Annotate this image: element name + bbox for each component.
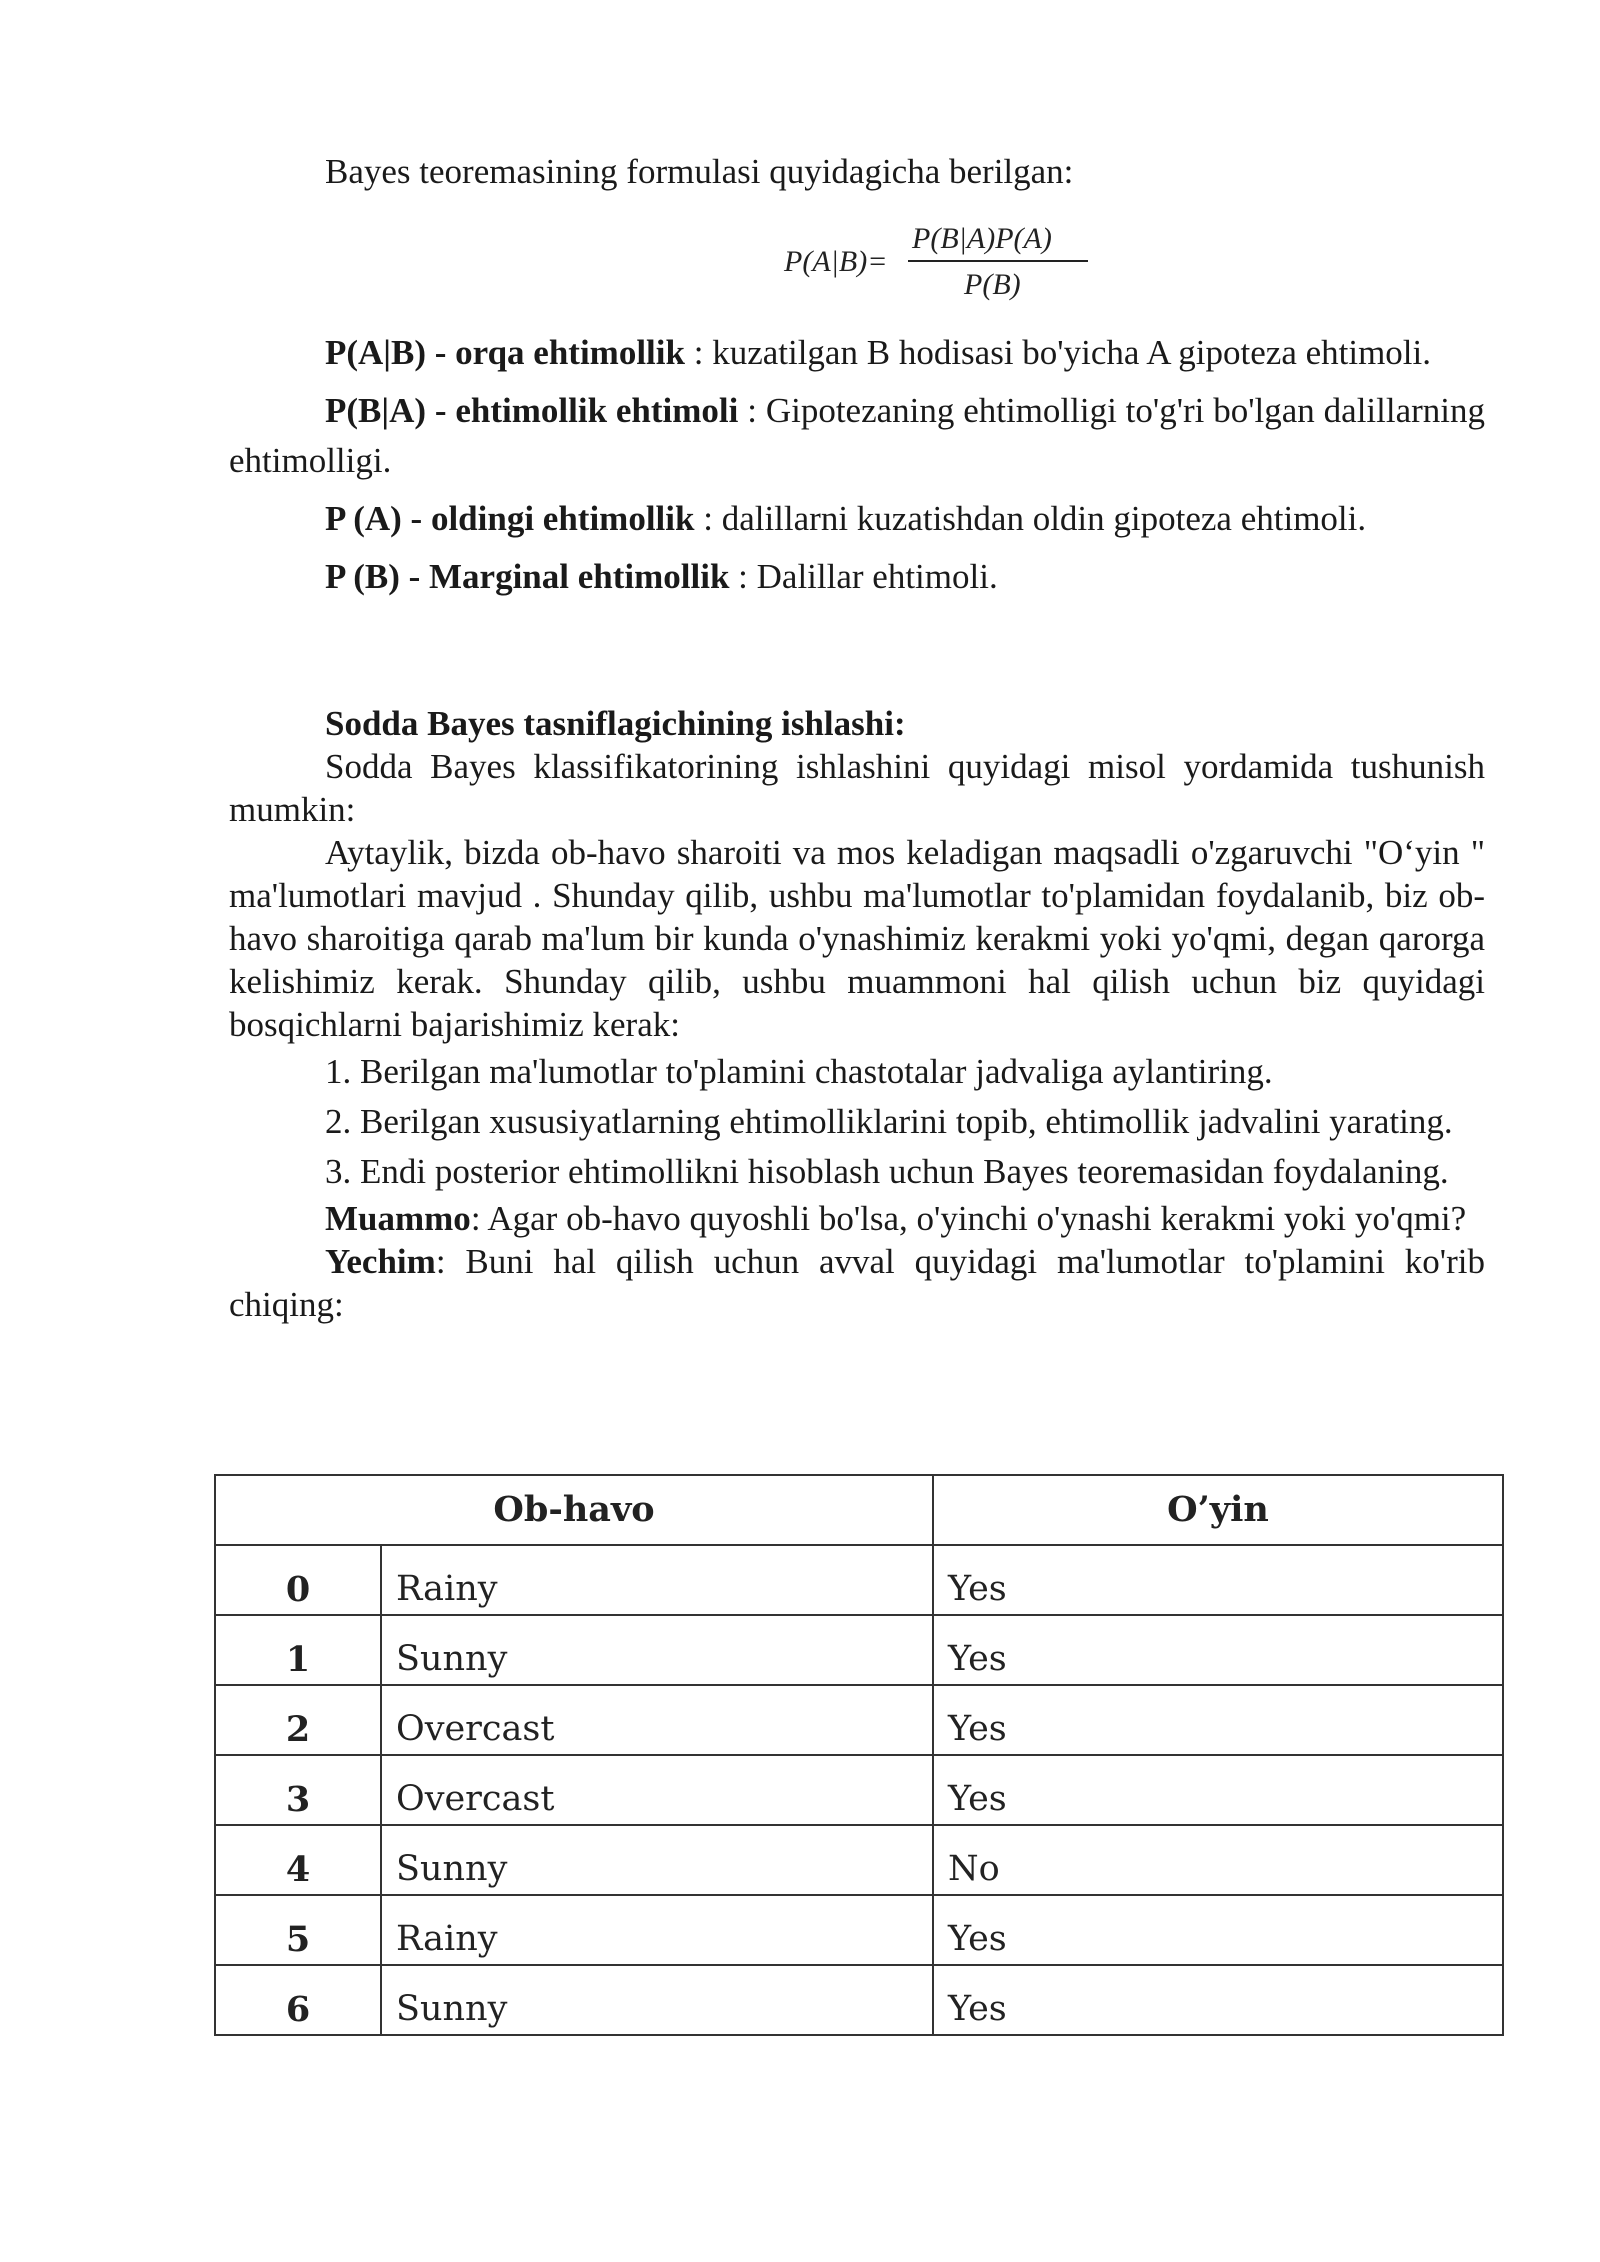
definition-text: : Gipotezaning ehtimolligi to'g'ri bo'lgan dalillarning ehtimolligi. bbox=[229, 391, 1486, 480]
definition-prior bbox=[229, 494, 1485, 544]
definition-posterior bbox=[229, 328, 1485, 378]
weather-cell: Sunny bbox=[381, 1615, 933, 1685]
weather-cell: Rainy bbox=[381, 1895, 933, 1965]
weather-cell: Sunny bbox=[381, 1965, 933, 2035]
definition-marginal bbox=[229, 552, 1485, 602]
play-cell: Yes bbox=[933, 1615, 1503, 1685]
table-row bbox=[215, 1755, 1503, 1825]
play-cell: Yes bbox=[933, 1895, 1503, 1965]
intro-text: Bayes teoremasining formulasi quyidagicha berilgan: bbox=[325, 152, 1074, 191]
row-index: 5 bbox=[215, 1895, 381, 1965]
play-cell: Yes bbox=[933, 1545, 1503, 1615]
definition-term: P(B|A) - ehtimollik ehtimoli bbox=[325, 391, 739, 430]
play-cell: Yes bbox=[933, 1755, 1503, 1825]
definition-text: : Dalillar ehtimoli. bbox=[738, 557, 998, 596]
definition-likelihood bbox=[229, 386, 1485, 486]
play-cell: Yes bbox=[933, 1965, 1503, 2035]
weather-cell: Sunny bbox=[381, 1825, 933, 1895]
play-cell: Yes bbox=[933, 1685, 1503, 1755]
formula-numerator: P(B|A)P(A) bbox=[912, 222, 1052, 255]
table-row bbox=[215, 1825, 1503, 1895]
step-3: 3. Endi posterior ehtimollikni hisoblash uchun Bayes teoremasidan foydalaning. bbox=[325, 1152, 1449, 1191]
definitions-block bbox=[229, 328, 1485, 602]
table-row bbox=[215, 1965, 1503, 2035]
row-index: 1 bbox=[215, 1615, 381, 1685]
step-2: 2. Berilgan xususiyatlarning ehtimolliklarini topib, ehtimollik jadvalini yarating. bbox=[325, 1102, 1453, 1141]
problem-text: : Agar ob-havo quyoshli bo'lsa, o'yinchi o'ynashi kerakmi yoki yo'qmi? bbox=[470, 1199, 1467, 1238]
main-text-block bbox=[229, 702, 1485, 1326]
section-heading-text: Sodda Bayes tasniflagichining ishlashi: bbox=[325, 704, 906, 743]
solution-text: : Buni hal qilish uchun avval quyidagi ma'lumotlar to'plamini ko'rib chiqing: bbox=[229, 1242, 1485, 1324]
weather-cell: Rainy bbox=[381, 1545, 933, 1615]
weather-cell: Overcast bbox=[381, 1685, 933, 1755]
paragraph-intro-example: Sodda Bayes klassifikatorining ishlashini quyidagi misol yordamida tushunish mumkin: bbox=[229, 747, 1485, 829]
definition-text: : kuzatilgan B hodisasi bo'yicha A gipoteza ehtimoli. bbox=[693, 333, 1432, 372]
bayes-formula bbox=[784, 220, 1104, 310]
problem-paragraph bbox=[229, 1197, 1485, 1240]
row-index: 6 bbox=[215, 1965, 381, 2035]
solution-label: Yechim bbox=[325, 1242, 436, 1281]
weather-cell: Overcast bbox=[381, 1755, 933, 1825]
intro-block bbox=[229, 150, 1485, 194]
row-index: 2 bbox=[215, 1685, 381, 1755]
section-heading bbox=[229, 702, 1485, 745]
step-1: 1. Berilgan ma'lumotlar to'plamini chastotalar jadvaliga aylantiring. bbox=[325, 1052, 1273, 1091]
solution-paragraph bbox=[229, 1240, 1485, 1326]
header-play: O’yin bbox=[933, 1475, 1503, 1545]
header-weather: Ob-havo bbox=[215, 1475, 933, 1545]
formula-lhs: P(A|B)= bbox=[784, 245, 888, 278]
table-row bbox=[215, 1895, 1503, 1965]
table-row bbox=[215, 1685, 1503, 1755]
definition-term: P(A|B) - orqa ehtimollik bbox=[325, 333, 685, 372]
problem-label: Muammo bbox=[325, 1199, 471, 1238]
weather-play-table bbox=[214, 1474, 1504, 2036]
row-index: 3 bbox=[215, 1755, 381, 1825]
row-index: 4 bbox=[215, 1825, 381, 1895]
definition-term: P (A) - oldingi ehtimollik bbox=[325, 499, 695, 538]
row-index: 0 bbox=[215, 1545, 381, 1615]
definition-term: P (B) - Marginal ehtimollik bbox=[325, 557, 730, 596]
formula-fraction-bar bbox=[908, 260, 1088, 262]
table-row bbox=[215, 1615, 1503, 1685]
table-row bbox=[215, 1545, 1503, 1615]
table-header-row bbox=[215, 1475, 1503, 1545]
play-cell: No bbox=[933, 1825, 1503, 1895]
formula-denominator: P(B) bbox=[964, 268, 1021, 301]
definition-text: : dalillarni kuzatishdan oldin gipoteza ehtimoli. bbox=[703, 499, 1367, 538]
paragraph-dataset-description: Aytaylik, bizda ob-havo sharoiti va mos keladigan maqsadli o'zgaruvchi "O‘yin " ma'lumotlari mavjud . Shunday qilib, ushbu ma'lumotlar to'plamidan foydalanib, biz ob-havo sharoitiga qarab ma'lum bir kunda o'ynashimiz kerakmi yoki yo'qmi, degan qarorga kelishimiz kerak. Shunday qilib, ushbu muammoni hal qilish uchun biz quyidagi bosqichlarni bajarishimiz kerak: bbox=[229, 833, 1485, 1044]
